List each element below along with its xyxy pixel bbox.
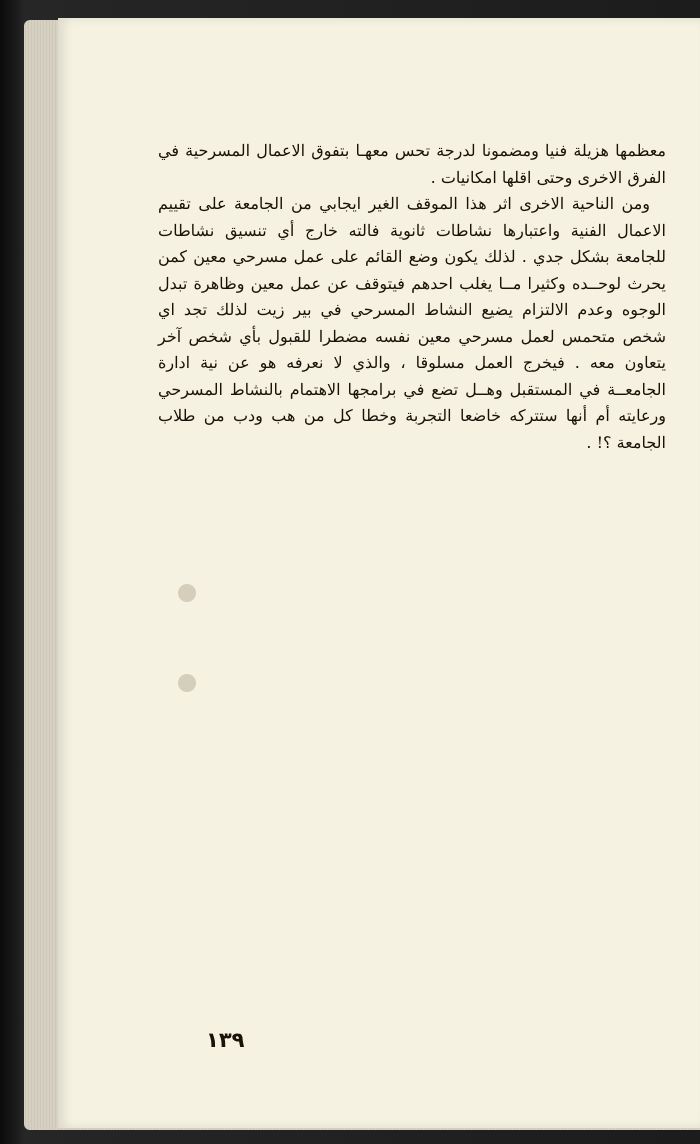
- show-through-dot-2: [178, 674, 196, 692]
- book-page: [58, 18, 700, 1128]
- page-number: ١٣٩: [206, 1028, 245, 1052]
- paragraph-1: معظمها هزيلة فنيا ومضمونا لدرجة تحس معهـا بتفوق الاعمال المسرحية في الفرق الاخرى وحتى اقلها امكانيات .: [158, 141, 666, 187]
- body-text: [158, 138, 666, 456]
- paragraph-2: ومن الناحية الاخرى اثر هذا الموقف الغير ايجابي من الجامعة على تقييم الاعمال الفنية واعتبارها نشاطات ثانوية فالته خارج أي تنسيق نشاطات للجامعة بشكل جدي . لذلك يكون وضع القائم على عمل مسرحي معين كمن يحرث لوحــده وكثيرا مــا يغلب احدهم فيتوقف عن عمل معين وظاهرة تبدل الوجوه وعدم الالتزام يضيع النشاط المسرحي في بير زيت لذلك تجد اي شخص متحمس لعمل مسرحي معين نفسه مضطرا للقبول بأي شخص آخر يتعاون معه . فيخرج العمل مسلوقا ، والذي لا نعرفه هو عن نية ادارة الجامعــة في المستقبل وهــل تضع في برامجها الاهتمام بالنشاط المسرحي ورعايته أم أنها ستتركه خاضعا التجربة وخطا كل من هب ودب من طلاب الجامعة ؟! .: [158, 194, 666, 452]
- show-through-dot-1: [178, 584, 196, 602]
